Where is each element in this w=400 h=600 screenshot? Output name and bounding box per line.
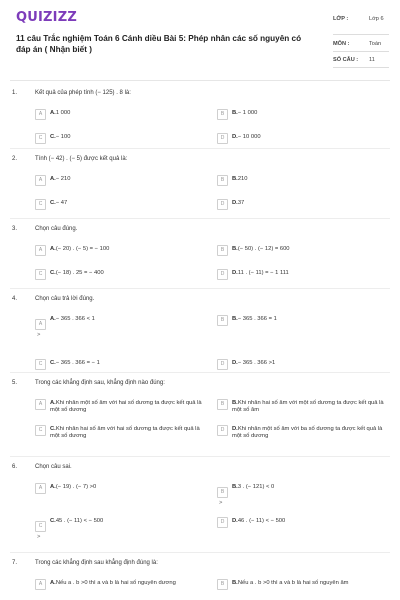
option-value: 11 . (− 11) = − 1 111: [237, 270, 289, 276]
count-value: 11: [369, 57, 375, 63]
option-key: B.: [232, 110, 238, 116]
option-value: Khi nhân hai số âm với một số dương ta được kết quả là một số âm: [232, 400, 384, 413]
option-value: 45 . (− 11) < − 500: [55, 518, 104, 524]
option-letter-box: D: [217, 517, 228, 528]
option-letter-box: B: [217, 175, 228, 186]
option-value: 46 . (− 11) < − 500: [237, 518, 286, 524]
question-text: Kết quả của phép tính (− 125) . 8 là:: [35, 90, 131, 96]
answer-option-c[interactable]: [35, 200, 205, 218]
option-letter-box: D: [217, 133, 228, 144]
option-text: [50, 400, 210, 414]
option-key: B.: [232, 316, 238, 322]
option-key: A.: [50, 400, 56, 406]
question-text: Chọn câu sai.: [35, 464, 72, 470]
option-letter-box: C: [35, 133, 46, 144]
option-key: B.: [232, 400, 238, 406]
option-letter-box: A: [35, 245, 46, 256]
option-text: [232, 580, 392, 587]
answer-option-c[interactable]: [35, 270, 205, 288]
option-text: [232, 484, 392, 491]
option-letter-box: C: [35, 521, 46, 532]
question-number: 1.: [12, 90, 18, 96]
option-letter-box: B: [217, 399, 228, 410]
question-text: Chọn câu đúng.: [35, 226, 78, 232]
answer-option-a[interactable]: [35, 580, 205, 598]
option-text: [50, 316, 210, 323]
option-value: − 1 000: [237, 110, 258, 116]
answer-option-a[interactable]: [35, 316, 205, 338]
option-key: A.: [50, 316, 56, 322]
answer-option-d[interactable]: [217, 200, 387, 218]
answer-option-a[interactable]: [35, 484, 205, 502]
option-value: 37: [237, 200, 245, 206]
option-text: [50, 518, 210, 525]
option-text: [50, 270, 210, 277]
option-value: 3 . (− 121) < 0: [237, 484, 275, 490]
subject-label: MÔN :: [333, 41, 350, 47]
option-key: C.: [50, 200, 56, 206]
option-letter-box: A: [35, 579, 46, 590]
option-value: − 365 . 366 = 1: [237, 316, 277, 322]
answer-option-d[interactable]: [217, 426, 387, 444]
option-text: [232, 316, 392, 323]
option-value: − 210: [55, 176, 71, 182]
answer-option-d[interactable]: [217, 134, 387, 152]
option-text: [50, 246, 210, 253]
option-key: D.: [232, 518, 238, 524]
question-number: 2.: [12, 156, 18, 162]
option-key: A.: [50, 110, 56, 116]
answer-option-c[interactable]: [35, 426, 205, 444]
option-key: D.: [232, 360, 238, 366]
option-value: 1 000: [55, 110, 71, 116]
option-value: − 10 000: [237, 134, 261, 140]
question-number: 6.: [12, 464, 18, 470]
class-label: LỚP :: [333, 16, 349, 22]
class-value: Lớp 6: [369, 16, 384, 22]
option-key: C.: [50, 518, 56, 524]
option-text: [232, 110, 392, 117]
answer-option-c[interactable]: [35, 518, 205, 540]
option-key: D.: [232, 426, 238, 432]
option-key: D.: [232, 270, 238, 276]
option-value: − 365 . 366 >1: [237, 360, 276, 366]
option-text: [232, 200, 392, 207]
question-block: [0, 560, 400, 600]
option-letter-box: C: [35, 425, 46, 436]
option-letter-box: D: [217, 359, 228, 370]
answer-option-b[interactable]: [217, 110, 387, 128]
question-block: [0, 464, 400, 554]
option-key: B.: [232, 580, 238, 586]
question-text: Tính (− 42) . (− 5) được kết quả là:: [35, 156, 128, 162]
option-letter-box: C: [35, 359, 46, 370]
answer-option-a[interactable]: [35, 246, 205, 264]
worksheet-title: 11 câu Trắc nghiệm Toán 6 Cánh diều Bài 5: Phép nhân các số nguyên có đáp án ( Nhận biết ): [16, 34, 302, 54]
answer-option-a[interactable]: [35, 176, 205, 194]
option-key: A.: [50, 246, 56, 252]
option-extra-text: >: [219, 500, 223, 506]
option-letter-box: A: [35, 109, 46, 120]
option-text: [232, 400, 392, 414]
option-value: Nếu a . b >0 thì a và b là hai số nguyên âm: [237, 580, 349, 586]
option-text: [232, 518, 392, 525]
option-letter-box: D: [217, 199, 228, 210]
question-text: Trong các khẳng định sau, khẳng định nào đúng:: [35, 380, 165, 386]
subject-value: Toán: [369, 41, 382, 47]
option-letter-box: A: [35, 175, 46, 186]
option-key: A.: [50, 580, 56, 586]
option-extra-text: >: [37, 332, 41, 338]
option-value: − 365 . 366 = − 1: [55, 360, 100, 366]
meta-divider: [333, 51, 389, 52]
option-value: (− 50) . (− 12) = 600: [237, 246, 290, 252]
answer-option-d[interactable]: [217, 518, 387, 536]
option-text: [232, 134, 392, 141]
option-letter-box: D: [217, 425, 228, 436]
option-value: (− 20) . (− 5) = − 100: [55, 246, 110, 252]
header-divider: [10, 80, 390, 81]
option-letter-box: B: [217, 487, 228, 498]
option-text: [50, 176, 210, 183]
option-text: [50, 134, 210, 141]
option-key: C.: [50, 270, 56, 276]
option-key: C.: [50, 426, 56, 432]
option-letter-box: B: [217, 579, 228, 590]
option-letter-box: B: [217, 245, 228, 256]
question-separator: [10, 218, 390, 219]
answer-option-b[interactable]: [217, 484, 387, 506]
question-separator: [10, 456, 390, 457]
option-text: [50, 360, 210, 367]
option-value: Khi nhân một số âm với hai số dương ta được kết quả là một số dương: [50, 400, 202, 413]
option-letter-box: C: [35, 269, 46, 280]
option-key: A.: [50, 484, 56, 490]
option-text: [50, 426, 210, 440]
option-value: (− 19) . (− 7) >0: [55, 484, 97, 490]
question-number: 5.: [12, 380, 18, 386]
option-value: Nếu a . b >0 thì a và b là hai số nguyên dương: [55, 580, 176, 586]
answer-option-b[interactable]: [217, 176, 387, 194]
option-letter-box: A: [35, 399, 46, 410]
option-text: [232, 360, 392, 367]
option-extra-text: >: [37, 534, 41, 540]
option-text: [50, 110, 210, 117]
answer-option-a[interactable]: [35, 400, 205, 418]
question-text: Trong các khẳng định sau khẳng định đúng là:: [35, 560, 158, 566]
answer-option-b[interactable]: [217, 580, 387, 598]
option-key: B.: [232, 484, 238, 490]
option-value: − 47: [55, 200, 68, 206]
question-separator: [10, 148, 390, 149]
meta-divider: [333, 67, 389, 68]
option-text: [50, 484, 210, 491]
option-letter-box: A: [35, 483, 46, 494]
question-separator: [10, 288, 390, 289]
option-text: [232, 246, 392, 253]
answer-option-b[interactable]: [217, 316, 387, 334]
option-key: C.: [50, 134, 56, 140]
question-separator: [10, 552, 390, 553]
question-text: Chọn câu trả lời đúng.: [35, 296, 95, 302]
option-value: − 100: [55, 134, 71, 140]
option-letter-box: B: [217, 315, 228, 326]
answer-option-d[interactable]: [217, 360, 387, 378]
option-letter-box: C: [35, 199, 46, 210]
option-value: − 365 . 366 < 1: [55, 316, 95, 322]
answer-option-d[interactable]: [217, 270, 387, 288]
option-text: [232, 176, 392, 183]
question-number: 7.: [12, 560, 18, 566]
option-key: D.: [232, 200, 238, 206]
answer-option-c[interactable]: [35, 360, 205, 378]
option-letter-box: A: [35, 319, 46, 330]
question-separator: [10, 372, 390, 373]
option-key: A.: [50, 176, 56, 182]
option-text: [50, 580, 210, 587]
option-letter-box: D: [217, 269, 228, 280]
answer-option-c[interactable]: [35, 134, 205, 152]
option-key: C.: [50, 360, 56, 366]
quizizz-logo: QUIZIZZ: [16, 10, 77, 25]
option-value: Khi nhân một số âm với ba số dương ta được kết quả là một số dương: [232, 426, 383, 439]
option-value: (− 18) . 25 = − 400: [55, 270, 104, 276]
option-text: [232, 426, 392, 440]
answer-option-b[interactable]: [217, 246, 387, 264]
count-label: SỐ CÂU :: [333, 57, 359, 63]
option-text: [232, 270, 392, 277]
option-key: D.: [232, 134, 238, 140]
header: [0, 0, 400, 78]
option-key: B.: [232, 176, 238, 182]
meta-divider: [333, 34, 389, 35]
answer-option-a[interactable]: [35, 110, 205, 128]
option-text: [50, 200, 210, 207]
question-number: 3.: [12, 226, 18, 232]
question-number: 4.: [12, 296, 18, 302]
option-value: Khi nhân hai số âm với hai số dương ta được kết quả là một số dương: [50, 426, 200, 439]
answer-option-b[interactable]: [217, 400, 387, 418]
option-letter-box: B: [217, 109, 228, 120]
option-value: 210: [237, 176, 248, 182]
option-key: B.: [232, 246, 238, 252]
